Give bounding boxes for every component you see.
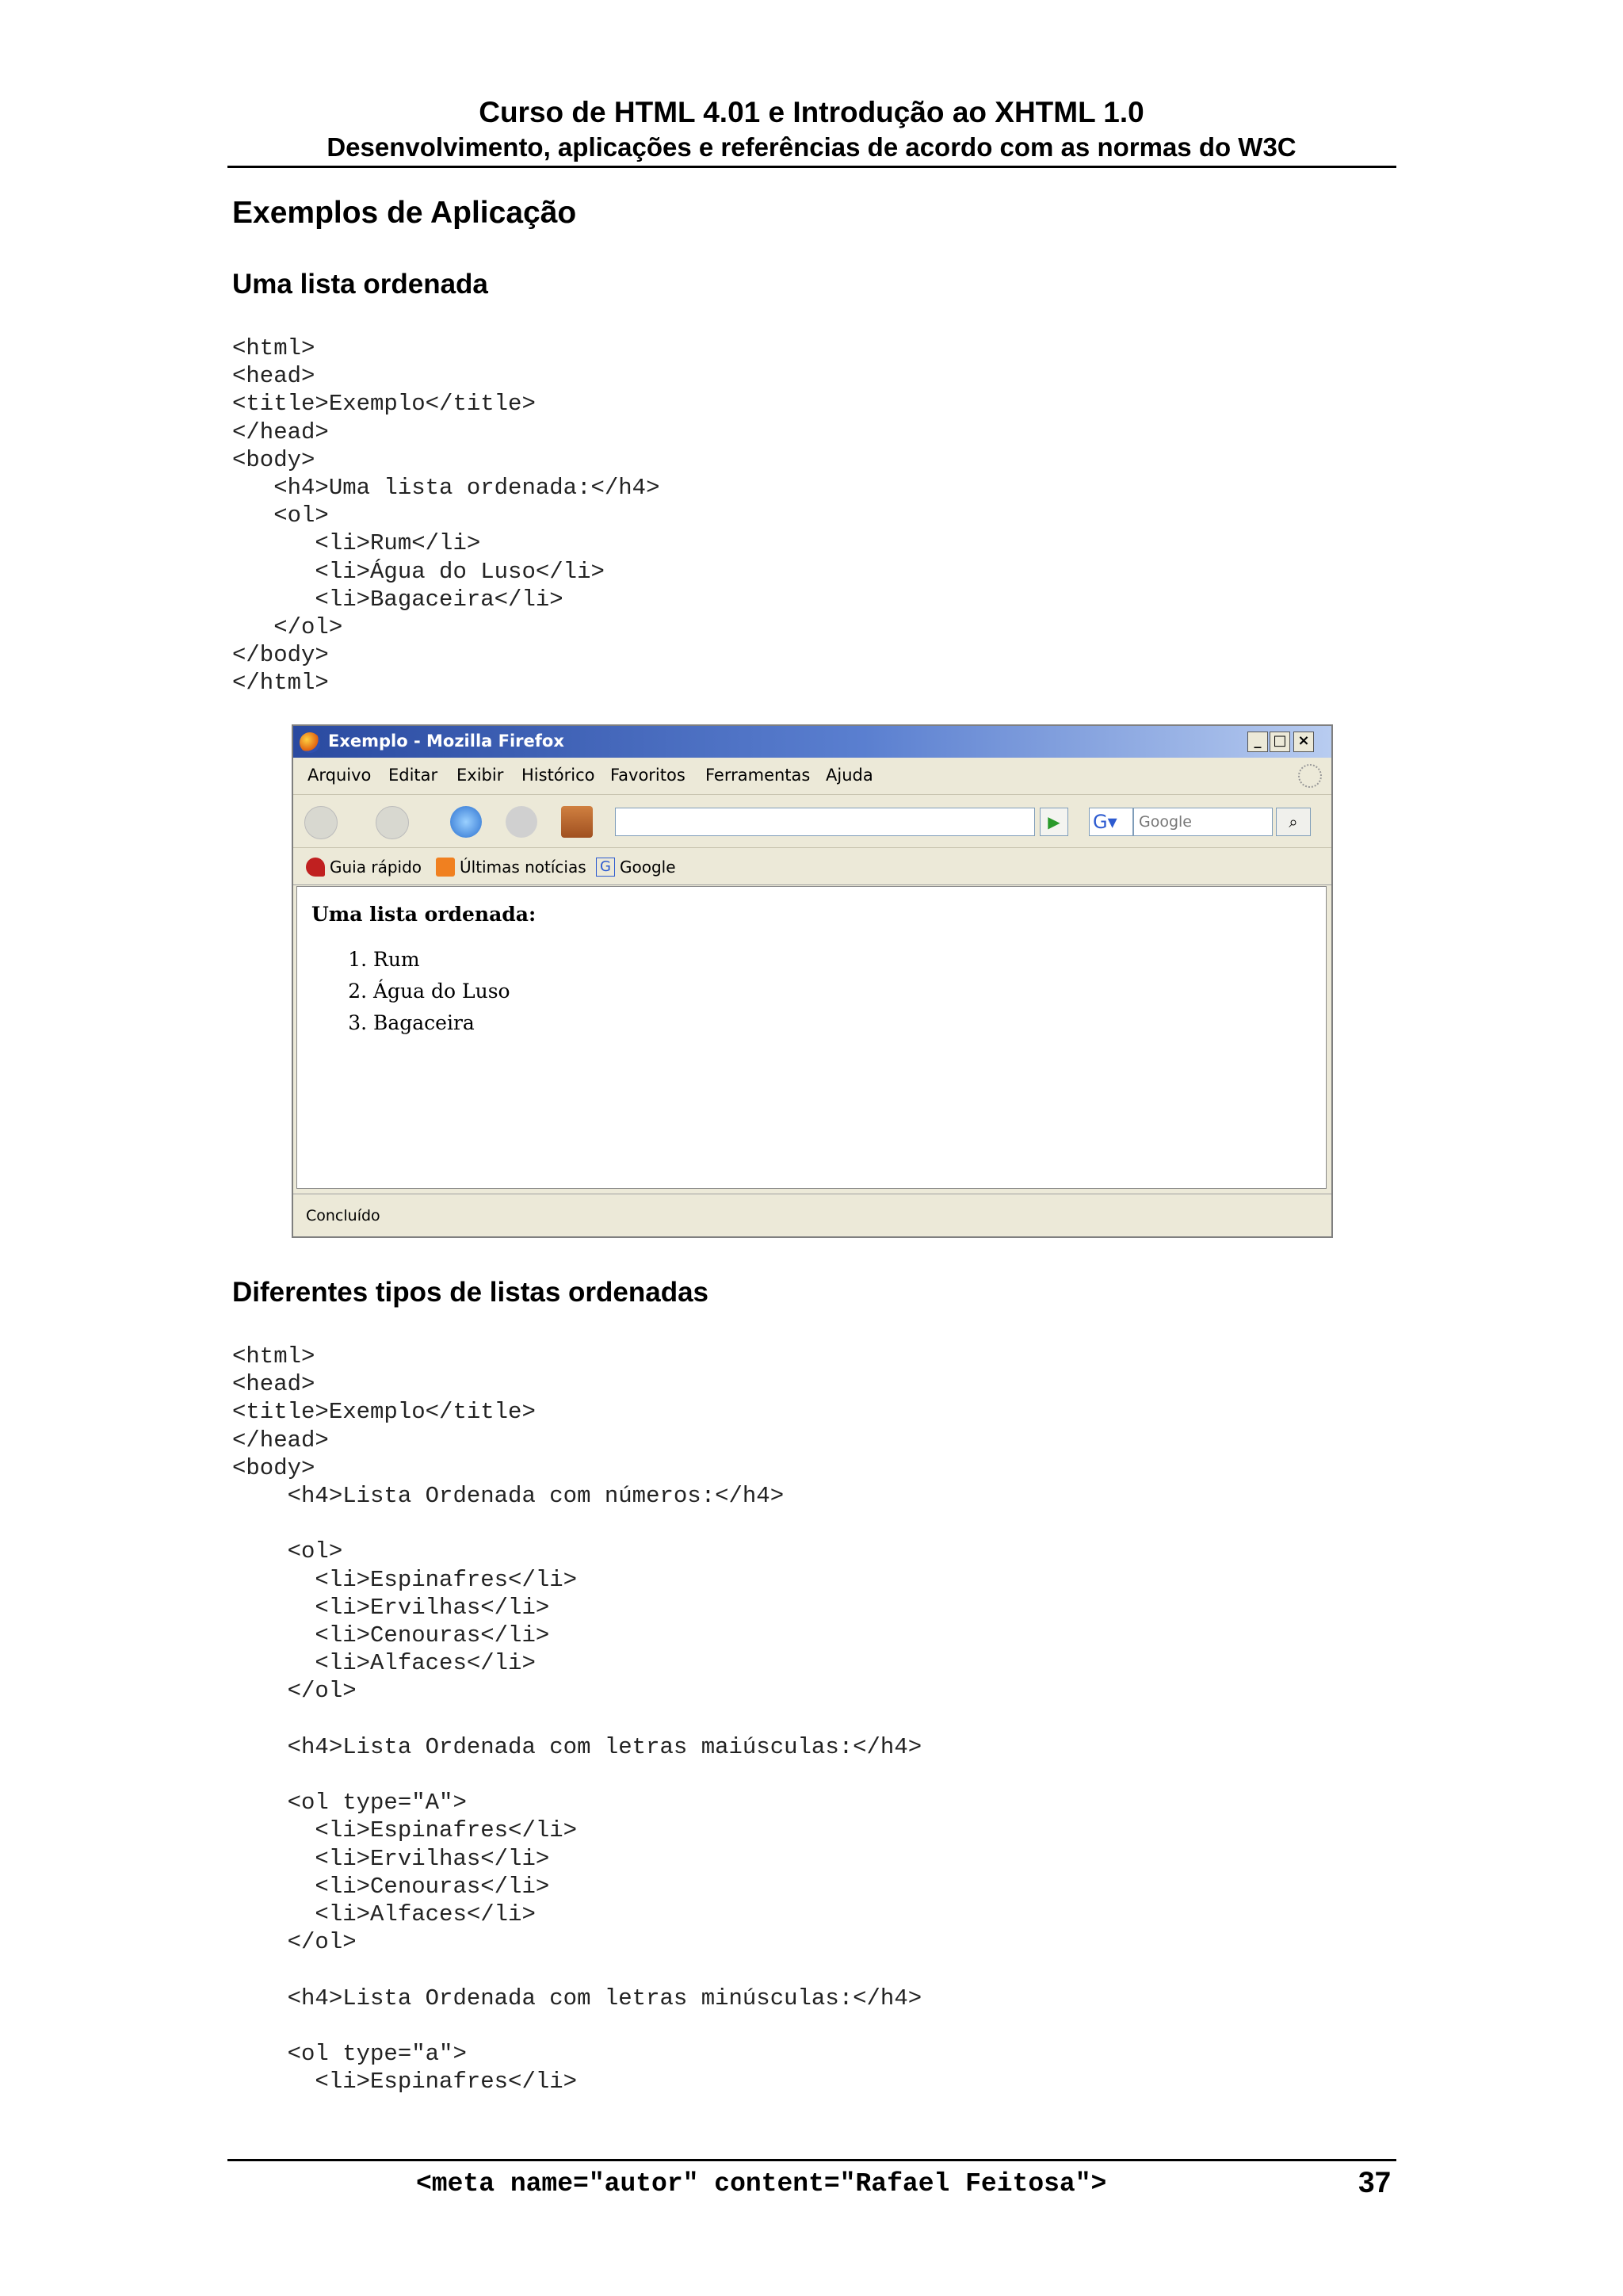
example2-code: <html> <head> <title>Exemplo</title> </head> <body> <h4>Lista Ordenada com números:</h4> <ol> <li>Espinafres</li> <li>Ervilhas</li> <li>Cenouras</li> <li>Alfaces</li> </ol> <h4>Lista Ordenada com letras maiúsculas:</h4> <ol type="A"> <li>Espinafres</li> <li>Ervilhas</li> <li>Cenouras</li> <li>Alfaces</li> </ol> <h4>Lista Ordenada com letras minúsculas:</h4> <ol type="a"> <li>Espinafres</li> xyxy=(232,1343,922,2095)
page-number: 37 xyxy=(1358,2166,1392,2199)
browser-content-area xyxy=(296,886,1327,1189)
menu-item-exibir[interactable]: Exibir xyxy=(456,766,504,785)
stop-icon[interactable] xyxy=(506,806,537,838)
search-icon[interactable]: ⌕ xyxy=(1276,808,1311,836)
bookmark-ultimas-noticias[interactable]: Últimas notícias xyxy=(460,858,586,877)
document-header-title: Curso de HTML 4.01 e Introdução ao XHTML 1.0 xyxy=(479,96,1144,128)
reload-icon[interactable] xyxy=(450,806,482,838)
list-item: 1. Rum xyxy=(373,944,510,976)
rendered-heading: Uma lista ordenada: xyxy=(311,903,537,926)
forward-icon[interactable] xyxy=(376,806,409,839)
browser-titlebar xyxy=(293,726,1331,758)
google-icon: G xyxy=(596,858,615,877)
menu-item-historico[interactable]: Histórico xyxy=(521,766,595,785)
address-bar-input[interactable] xyxy=(615,808,1035,836)
list-item: 2. Água do Luso xyxy=(373,976,510,1007)
rendered-ordered-list xyxy=(342,944,510,1039)
menu-item-arquivo[interactable]: Arquivo xyxy=(307,766,372,785)
minimize-icon[interactable]: _ xyxy=(1247,732,1268,752)
maximize-icon[interactable]: □ xyxy=(1270,732,1290,752)
guia-rapido-icon xyxy=(306,858,325,877)
search-engine-icon[interactable]: G▾ xyxy=(1089,808,1133,836)
section-title: Exemplos de Aplicação xyxy=(232,196,577,230)
browser-menubar xyxy=(293,758,1331,793)
browser-navbar xyxy=(293,794,1331,848)
document-header-subtitle: Desenvolvimento, aplicações e referências de acordo com as normas do W3C xyxy=(327,132,1296,162)
back-icon[interactable] xyxy=(304,806,338,839)
menu-item-ferramentas[interactable]: Ferramentas xyxy=(705,766,811,785)
search-input[interactable]: Google xyxy=(1133,808,1273,836)
home-icon[interactable] xyxy=(561,806,593,838)
example1-code: <html> <head> <title>Exemplo</title> </head> <body> <h4>Uma lista ordenada:</h4> <ol> <li>Rum</li> <li>Água do Luso</li> <li>Bagaceira</li> </ol> </body> </html> xyxy=(232,335,660,697)
bookmark-guia-rapido[interactable]: Guia rápido xyxy=(330,858,422,877)
bookmarks-toolbar xyxy=(293,848,1331,885)
list-item: 3. Bagaceira xyxy=(373,1007,510,1039)
status-text: Concluído xyxy=(306,1207,380,1224)
example1-heading: Uma lista ordenada xyxy=(232,269,488,300)
go-button[interactable]: ▶ xyxy=(1040,808,1068,836)
header-divider xyxy=(227,166,1396,168)
close-icon[interactable]: × xyxy=(1293,732,1314,752)
menu-item-favoritos[interactable]: Favoritos xyxy=(610,766,685,785)
browser-screenshot xyxy=(292,724,1333,1238)
bookmark-google[interactable]: Google xyxy=(620,858,676,877)
footer-text: <meta name="autor" content="Rafael Feitosa"> xyxy=(416,2169,1107,2199)
rss-icon xyxy=(436,858,455,877)
menu-item-editar[interactable]: Editar xyxy=(388,766,438,785)
footer-divider xyxy=(227,2159,1396,2161)
firefox-logo-icon xyxy=(300,732,320,753)
browser-statusbar xyxy=(293,1194,1331,1237)
throbber-icon xyxy=(1298,764,1322,788)
menu-item-ajuda[interactable]: Ajuda xyxy=(826,766,873,785)
example2-heading: Diferentes tipos de listas ordenadas xyxy=(232,1277,709,1308)
browser-window-title: Exemplo - Mozilla Firefox xyxy=(328,732,564,751)
